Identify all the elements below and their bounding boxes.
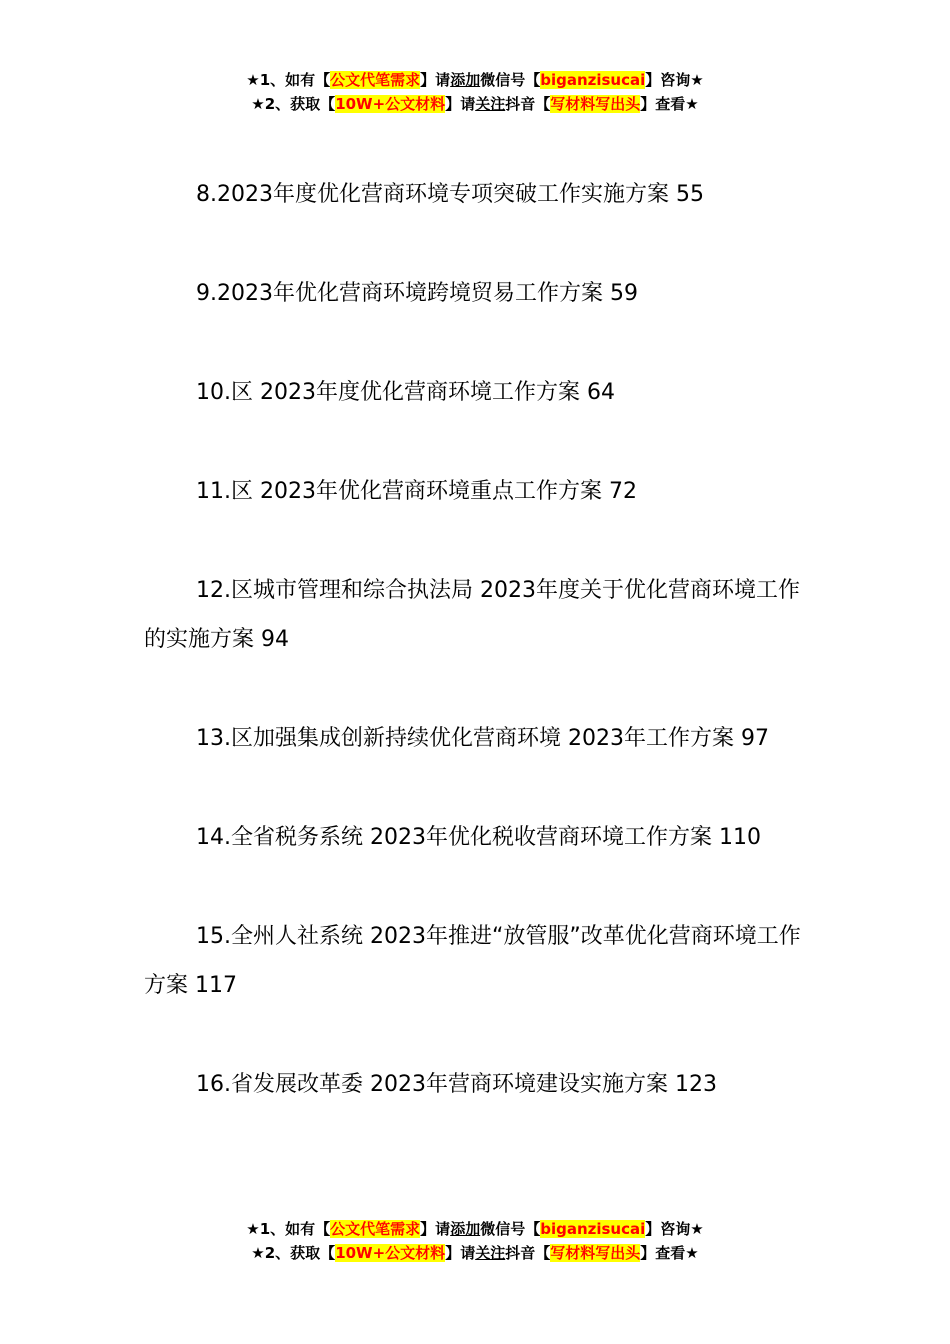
toc-entry: 15.全州人社系统 2023年推进“放管服”改革优化营商环境工作方案 117 [144,924,801,998]
banner-line-2 [0,1241,950,1265]
banner-underlined: 关注 [475,95,506,113]
header-banner [0,68,950,116]
banner-text: ★2、获取【 [251,95,336,113]
banner-underlined: 关注 [475,1244,506,1262]
toc-entry: 13.区加强集成创新持续优化营商环境 2023年工作方案 97 [196,726,769,751]
banner-text: 抖音【 [505,1244,551,1262]
banner-text: 】请 [420,71,451,89]
banner-text: 】咨询★ [645,1220,704,1238]
toc-entry: 14.全省税务系统 2023年优化税收营商环境工作方案 110 [196,825,761,850]
banner-line-1 [0,1217,950,1241]
banner-highlight: 公文代笔需求 [330,1220,421,1238]
banner-text: ★2、获取【 [251,1244,336,1262]
banner-highlight: biganzisucai [540,1220,646,1238]
banner-highlight: 10W+公文材料 [335,95,446,113]
banner-line-1 [0,68,950,92]
banner-text: 】查看★ [640,95,699,113]
banner-text: ★1、如有【 [246,1220,331,1238]
toc-entry: 10.区 2023年度优化营商环境工作方案 64 [196,380,615,405]
banner-text: ★1、如有【 [246,71,331,89]
table-of-contents [144,170,808,1109]
banner-text: 抖音【 [505,95,551,113]
banner-highlight: 写材料写出头 [550,95,641,113]
banner-highlight: 公文代笔需求 [330,71,421,89]
toc-entry: 12.区城市管理和综合执法局 2023年度关于优化营商环境工作的实施方案 94 [144,578,800,652]
toc-entry: 9.2023年优化营商环境跨境贸易工作方案 59 [196,281,638,306]
toc-entry: 8.2023年度优化营商环境专项突破工作实施方案 55 [196,182,704,207]
toc-entry: 16.省发展改革委 2023年营商环境建设实施方案 123 [196,1072,717,1097]
banner-highlight: biganzisucai [540,71,646,89]
banner-text: 】请 [445,95,476,113]
banner-text: 微信号【 [480,1220,541,1238]
banner-line-2 [0,92,950,116]
banner-underlined: 添加 [450,1220,481,1238]
banner-text: 】查看★ [640,1244,699,1262]
banner-highlight: 10W+公文材料 [335,1244,446,1262]
toc-entry: 11.区 2023年优化营商环境重点工作方案 72 [196,479,637,504]
banner-underlined: 添加 [450,71,481,89]
banner-text: 微信号【 [480,71,541,89]
banner-text: 】请 [420,1220,451,1238]
banner-text: 】咨询★ [645,71,704,89]
footer-banner [0,1217,950,1265]
banner-text: 】请 [445,1244,476,1262]
banner-highlight: 写材料写出头 [550,1244,641,1262]
